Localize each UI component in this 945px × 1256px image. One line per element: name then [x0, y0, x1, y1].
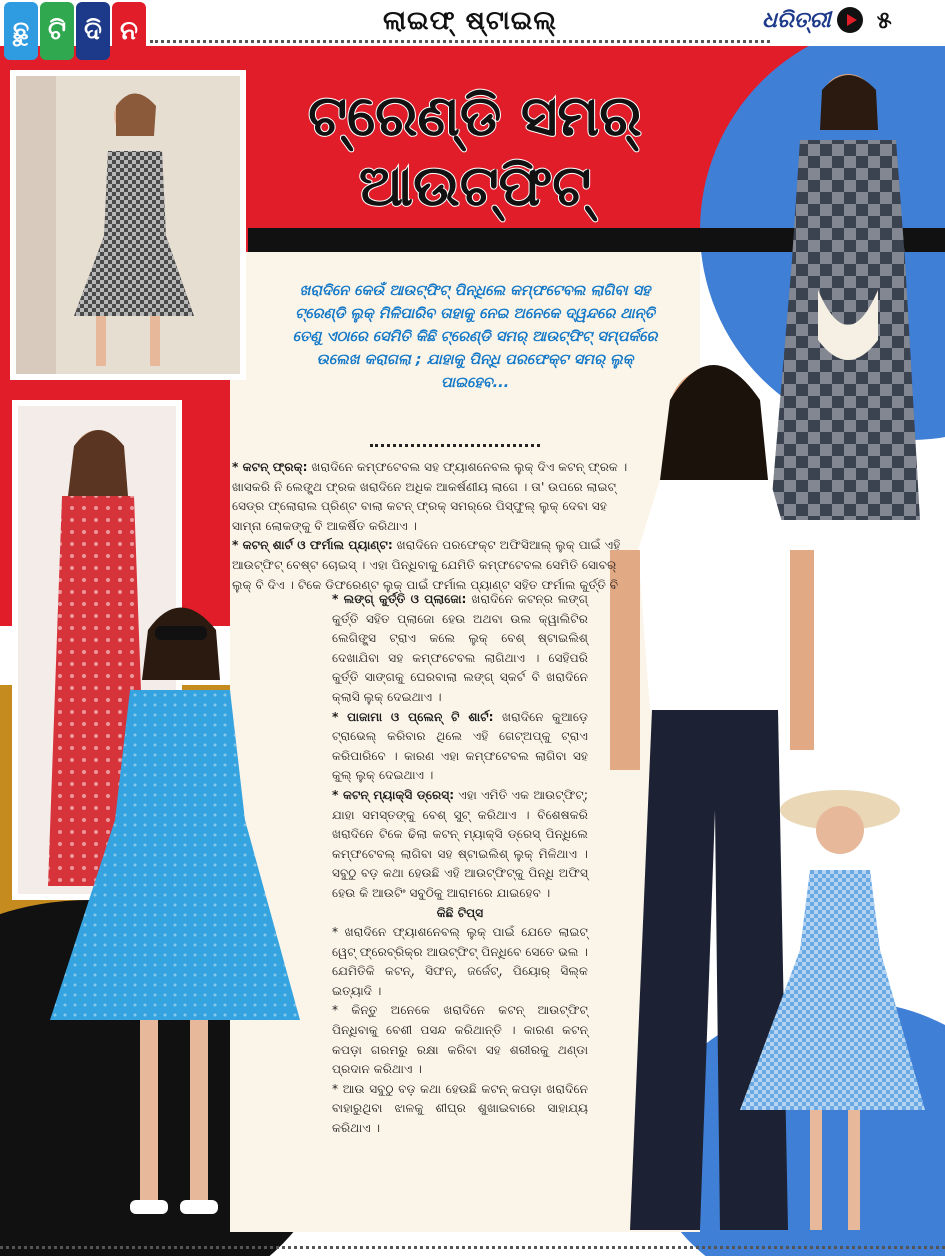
header-dotted-rule [150, 40, 770, 43]
headline-line-2: ଆଉଟ୍‌ଫିଟ୍ [358, 154, 592, 219]
page-header [0, 0, 945, 46]
article-body-top [232, 458, 632, 594]
section-paragraph [232, 458, 632, 536]
section-title: ଲାଇଫ୍ ଷ୍ଟାଇଲ୍ [382, 6, 558, 36]
photo-gingham-dress [10, 70, 246, 380]
section-text: ଖରାଦିନେ ପରଫେକ୍ଟ ଅଫିସିଆଲ୍ ଲୁକ୍ ପାଇଁ ଏହି ଆଉଟ୍‌ଫିଟ୍ ବେଷ୍ଟ ଚୋଇସ୍ । ଏହା ପିନ୍ଧିବାକୁ ଯେମିତି କମ୍ଫଟେବଲ ସେମିତି ସୋବର୍ ଲୁକ୍ ବି ଦିଏ । ଟିକେ ଡିଫରେଣ୍ଟ ଲୁକ୍ ପାଇଁ ଫର୍ମାଲ ପ୍ୟାଣ୍ଟ ସହିତ ଫର୍ମାଲ କୁର୍ତ୍ତି ବି [232, 538, 621, 592]
play-icon [837, 7, 863, 33]
section-paragraph [332, 708, 588, 786]
section-heading: * କଟନ୍ ମ୍ୟାକ୍ସି ଡ୍ରେସ୍: [332, 787, 455, 802]
publication-logo [762, 2, 892, 38]
section-text: ଖରାଦିନେ କୁଆଡ଼େ ଟ୍ରାଭେଲ୍ କରିବାର ଥିଲେ ଏହି ଗେଟ୍‌ଅପ୍‌କୁ ଟ୍ରାଏ କରିପାରିବେ । କାରଣ ଏହା କମ୍ଫଟେବଲ ଲାଗିବା ସହ କୁଲ୍ ଲୁକ୍ ଦେଇଥାଏ । [332, 709, 588, 783]
logo-text: ଧରିତ୍ରୀ [762, 7, 831, 33]
woman-in-checked-dress-illustration [16, 76, 240, 374]
article-intro: ଖରାଦିନେ କେଉଁ ଆଉଟ୍‌ଫିଟ୍ ପିନ୍ଧିଲେ କମ୍ଫଟେବଲ ଲାଗିବା ସହ ଟ୍ରେଣ୍ଡି ଲୁକ୍ ମିଳିପାରିବ ତାହାକୁ ନେଇ ଅନେକେ ଦ୍ୱନ୍ଦରେ ଥାନ୍ତି ତେଣୁ ଏଠାରେ ସେମିତି କିଛି ଟ୍ରେଣ୍ଡି ସମର୍ ଆଉଟ୍‌ଫିଟ୍ ସମ୍ପର୍କରେ ଉଲେଖ କରାଗଲା ; ଯାହାକୁ ପିନ୍ଧି ପରଫେକ୍ଟ ସମର୍ ଲୁକ୍ ପାଇହେବ... [292, 283, 658, 391]
tip-item: * କିନ୍ତୁ ଅନେକେ ଖରାଦିନେ କଟନ୍ ଆଉଟ୍‌ଫିଟ୍ ପିନ୍ଧିବାକୁ ବେଶୀ ପସନ୍ଦ କରିଥାନ୍ତି । କାରଣ କଟନ୍ କପଡ଼ା ଗରମରୁ ରକ୍ଷା କରିବା ସହ ଶରୀରକୁ ଥଣ୍ଡା ପ୍ରଦାନ କରିଥାଏ । [332, 1003, 588, 1077]
section-text: ଖରାଦିନେ କଟନ୍‌ର ଲଙ୍ଗ୍ କୁର୍ତ୍ତି ସହିତ ପ୍ଲାଜୋ ହେଉ ଅଥବା ଉଲ କ୍ୱାଲିଟିର ଲେଗିଙ୍ଗ୍ସ ଟ୍ରାଏ କଲେ ଲୁକ୍ ବେଶ୍ ଷ୍ଟାଇଲିଶ୍ ଦେଖାଯିବା ସହ କମ୍ଫଟେବଲ ଲାଗିଥାଏ । ସେହିପରି କୁର୍ତ୍ତି ସାଙ୍ଗକୁ ଘେରବାଲା ଲଙ୍ଗ୍ ସ୍କର୍ଟ ବି ଖରାଦିନେ କ୍ଲାସି ଲୁକ୍ ଦେଇଥାଏ । [332, 592, 588, 704]
section-paragraph [332, 590, 588, 708]
section-paragraph [332, 786, 588, 904]
section-heading: * ପାଜାମା ଓ ପ୍ଲେନ୍ ଟି ଶାର୍ଟ: [332, 709, 494, 724]
intro-dotted-separator [370, 444, 540, 447]
section-heading: * କଟନ୍ ଫ୍ରକ୍: [232, 460, 308, 474]
section-paragraph [232, 536, 632, 594]
section-brand [4, 2, 146, 60]
headline-line-1: ଟ୍ରେଣ୍ଡି ସମର୍ [308, 84, 642, 149]
article-headline [250, 82, 700, 222]
tip-item: * ଆଉ ସବୁଠୁ ବଡ଼ କଥା ହେଉଛି କଟନ୍ କପଡ଼ା ଖରାଦିନେ ବାହାରୁଥିବା ଝାଳକୁ ଶୀଘ୍ର ଶୁଖାଇବାରେ ସାହାଯ୍ୟ କରିଥାଏ । [332, 1081, 588, 1136]
brand-tile-3: ଦି [76, 2, 110, 60]
tip-item: * ଖରାଦିନେ ଫ୍ୟାଶନେବଲ୍ ଲୁକ୍ ପାଇଁ ଯେତେ ଲାଇଟ୍ ୱେଟ୍ ଫ୍ରେବ୍ରିକ୍‌ର ଆଉଟ୍‌ଫିଟ୍ ପିନ୍ଧିବେ ସେତେ ଭଲ । ଯେମିତିକି କଟନ୍, ସିଫନ୍, ଜର୍ଜେଟ୍, ପିୟୋର୍ ସିଲ୍କ ଇତ୍ୟାଦି । [332, 925, 588, 998]
tips-heading: କିଛି ଟିପ୍ସ [436, 905, 484, 920]
footer-dotted-rule [0, 1246, 945, 1249]
brand-tile-2: ଟି [40, 2, 74, 60]
woman-in-blue-dress-illustration [30, 580, 310, 1240]
section-text: ଖରାଦିନେ କମ୍ଫଟେବଲ ସହ ଫ୍ୟାଶନେବଲ ଲୁକ୍ ଦିଏ କଟନ୍ ଫ୍ରକ । ଖାସକରି ନି ଲେଙ୍ଗ୍ଥ ଫ୍ରକ ଖରାଦିନେ ଅଧିକ ଆକର୍ଷଣୀୟ ଲାଗେ । ତା' ଉପରେ ଲାଇଟ୍ ସେଡ୍‌ର ଫ୍ଲୋରାଲ ପ୍ରିଣ୍ଟ ବାଲା କଟନ୍ ଫ୍ରକ୍ ସମର୍‌ରେ ପିସ୍‌ଫୁଲ୍ ଲୁକ୍ ଦେବା ସହ ସାମ୍ନା ଲୋକଙ୍କୁ ବି ଆକର୍ଷିତ କରିଥାଏ । [232, 460, 628, 533]
page-number: ୫ [876, 6, 892, 34]
brand-tile-4: ନ [112, 2, 146, 60]
section-heading: * କଟନ୍ ଶାର୍ଟ ଓ ଫର୍ମାଲ ପ୍ୟାଣ୍ଟ: [232, 538, 393, 553]
woman-in-blue-gingham-dress-illustration [730, 770, 930, 1240]
brand-tile-1: ଛୁ [4, 2, 38, 60]
section-text: ଏହା ଏମିତି ଏକ ଆଉଟ୍‌ଫିଟ୍; ଯାହା ସମସ୍ତଙ୍କୁ ବେଶ୍ ସୁଟ୍ କରିଥାଏ । ବିଶେଷକରି ଖରାଦିନେ ଟିକେ ଢିଲା କଟନ୍ ମ୍ୟାକ୍ସି ଡ୍ରେସ୍ ପିନ୍ଧିଲେ କମ୍ଫଟେବଲ୍ ଲାଗିବା ସହ ଷ୍ଟାଇଲିଶ୍ ଲୁକ୍ ମିଳିଥାଏ । ସବୁଠୁ ବଡ଼ କଥା ହେଉଛି ଏହି ଆଉଟ୍‌ଫିଟ୍‌କୁ ପିନ୍ଧି ଅଫିସ୍ ହେଉ କି ଆଉଟିଂ ସବୁଠିକୁ ଆରାମରେ ଯାଇହେବ । [332, 787, 588, 900]
section-heading: * ଲଙ୍ଗ୍ କୁର୍ତ୍ତି ଓ ପ୍ଲାଜୋ: [332, 592, 467, 606]
article-body-column [332, 590, 588, 1139]
